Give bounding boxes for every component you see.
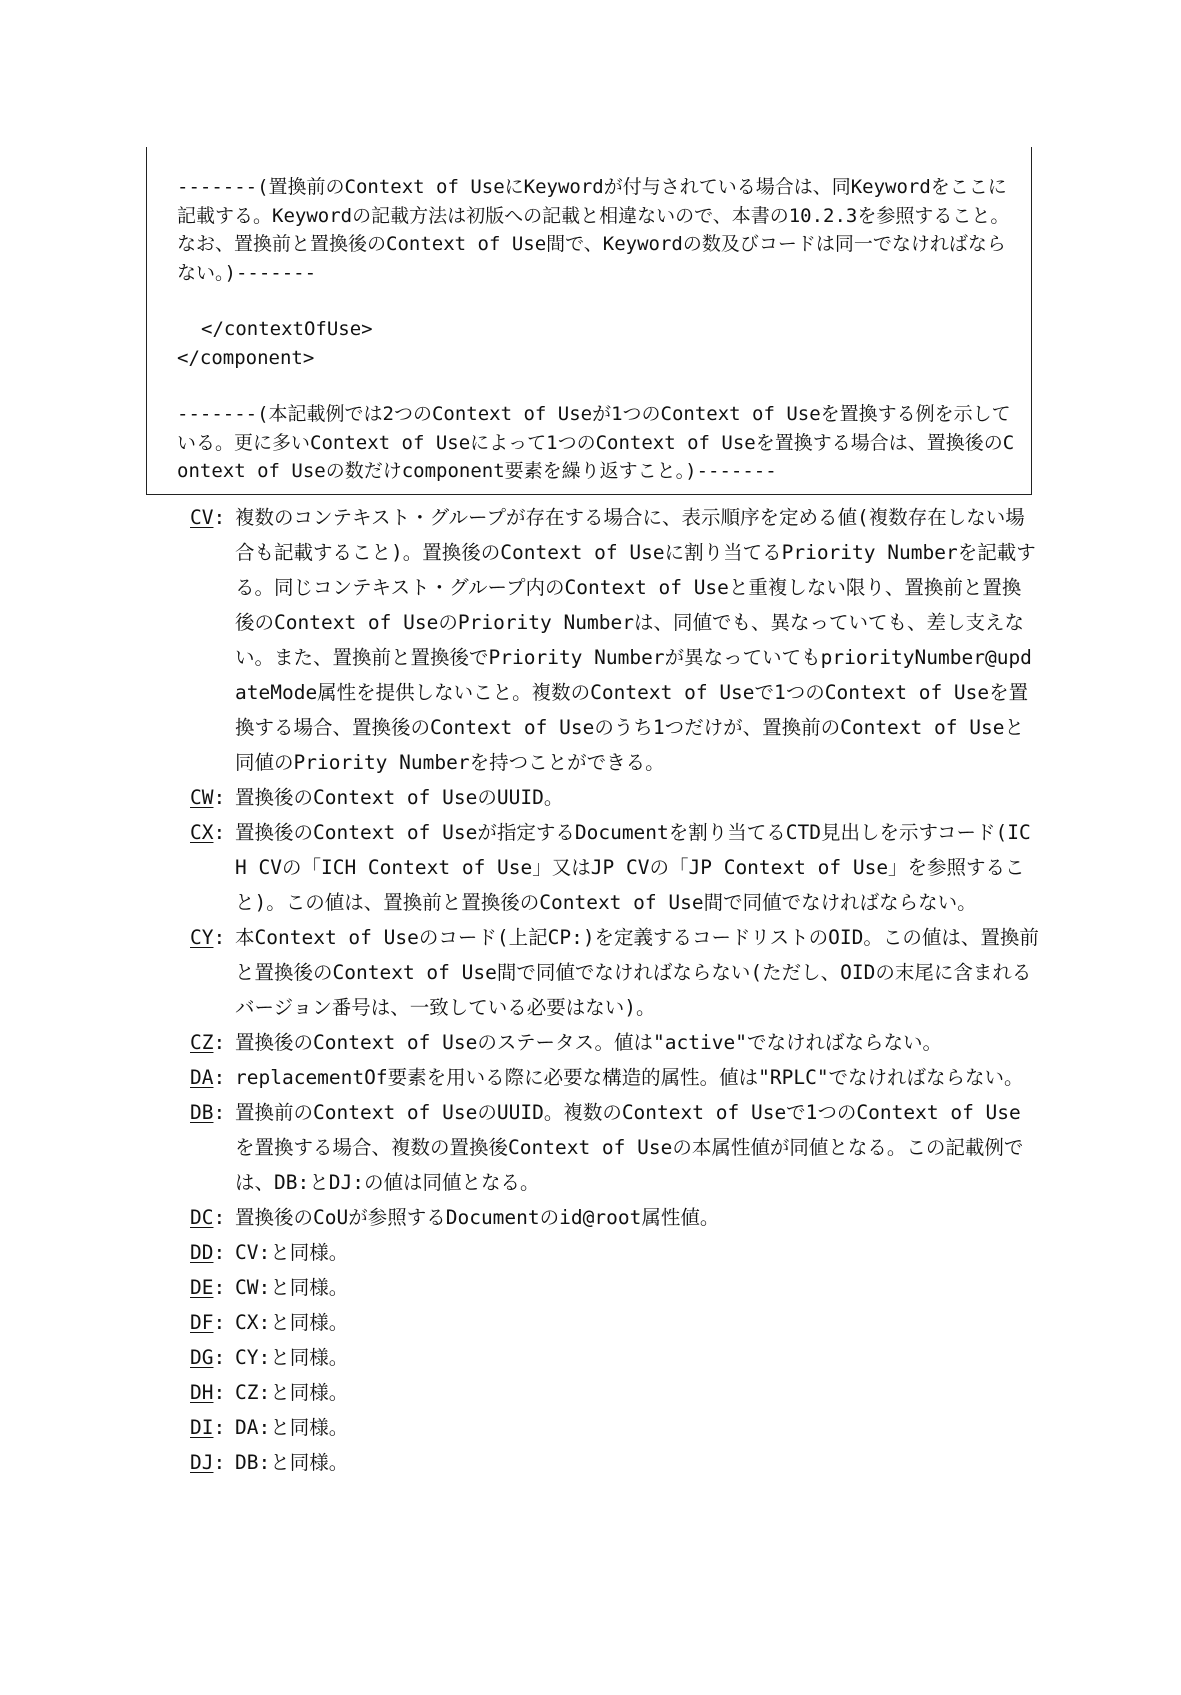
note-label: DB: — [190, 1101, 226, 1124]
note-code: DF — [190, 1311, 214, 1334]
note-text: 置換後のContext of Useのステータス。値は"active"でなければならない。 — [235, 1031, 942, 1054]
note-text: replacementOf要素を用いる際に必要な構造的属性。値は"RPLC"でなければならない。 — [235, 1066, 1024, 1089]
note-text: 置換後のContext of UseのUUID。 — [235, 786, 564, 809]
note-label: DC: — [190, 1206, 226, 1229]
note-text: CX:と同様。 — [235, 1311, 349, 1334]
note-code: CW — [190, 786, 214, 809]
note-code: DH — [190, 1381, 214, 1404]
note-item — [190, 1270, 1040, 1305]
note-label: DD: — [190, 1241, 226, 1264]
note-code: DE — [190, 1276, 214, 1299]
note-item — [190, 1410, 1040, 1445]
note-label: DE: — [190, 1276, 226, 1299]
note-label: CW: — [190, 786, 226, 809]
note-text: CV:と同様。 — [235, 1241, 349, 1264]
note-label: DI: — [190, 1416, 226, 1439]
note-code: CX — [190, 821, 214, 844]
note-code: CZ — [190, 1031, 214, 1054]
note-item — [190, 1235, 1040, 1270]
note-item — [190, 1305, 1040, 1340]
note-item — [190, 780, 1040, 815]
note-label: DH: — [190, 1381, 226, 1404]
note-item — [190, 1095, 1040, 1200]
note-text: CW:と同様。 — [235, 1276, 349, 1299]
blank-line — [155, 372, 1023, 400]
note-code: CY — [190, 926, 214, 949]
note-item — [190, 1060, 1040, 1095]
note-label: CX: — [190, 821, 226, 844]
note-code: DG — [190, 1346, 214, 1369]
note-label: CV: — [190, 506, 226, 529]
note-label: DJ: — [190, 1451, 226, 1474]
note-text: 本Context of Useのコード(上記CP:)を定義するコードリストのOID。この値は、置換前と置換後のContext of Use間で同値でなければならない(ただし、OIDの末尾に含まれるバージョン番号は、一致している必要はない)。 — [235, 926, 1039, 1019]
note-text: 複数のコンテキスト・グループが存在する場合に、表示順序を定める値(複数存在しない場合も記載すること)。置換後のContext of Useに割り当てるPriority Numberを記載する。同じコンテキスト・グループ内のContext of Useと重複しない限り、置換前と置換後のContext of UseのPriority Numberは、同値でも、異なっていても、差し支えない。また、置換前と置換後でPriority Numberが異なっていてもpriorityNumber@updateMode属性を提供しないこと。複数のContext of Useで1つのContext of Useを置換する場合、置換後のContext of Useのうち1つだけが、置換前のContext of Useと同値のPriority Numberを持つことができる。 — [235, 506, 1036, 774]
note-text: 置換後のCoUが参照するDocumentのid@root属性値。 — [235, 1206, 720, 1229]
note-text: DA:と同様。 — [235, 1416, 349, 1439]
note-label: CY: — [190, 926, 226, 949]
note-code: CV — [190, 506, 214, 529]
code-comment-replacement: -------(本記載例では2つのContext of Useが1つのContext of Useを置換する例を示している。更に多いContext of Useによって1つのContext of Useを置換する場合は、置換後のContext of Useの数だけcomponent要素を繰り返すこと。)------- — [177, 403, 1015, 482]
code-close-contextofuse: </contextOfUse> — [201, 318, 373, 340]
blank-line — [155, 287, 1023, 315]
note-text: CY:と同様。 — [235, 1346, 349, 1369]
note-code: DC — [190, 1206, 214, 1229]
note-label: CZ: — [190, 1031, 226, 1054]
code-close-component: </component> — [177, 346, 315, 369]
note-text: CZ:と同様。 — [235, 1381, 349, 1404]
annotation-notes — [190, 500, 1040, 1480]
note-code: DI — [190, 1416, 214, 1439]
note-code: DB — [190, 1101, 214, 1124]
note-code: DD — [190, 1241, 214, 1264]
code-example-box — [146, 147, 1032, 495]
note-label: DG: — [190, 1346, 226, 1369]
note-text: 置換後のContext of Useが指定するDocumentを割り当てるCTD見出しを示すコード(ICH CVの「ICH Context of Use」又はJP CVの「JP Context of Use」を参照すること)。この値は、置換前と置換後のContext of Use間で同値でなければならない。 — [235, 821, 1031, 914]
note-item — [190, 1200, 1040, 1235]
note-text: 置換前のContext of UseのUUID。複数のContext of Useで1つのContext of Useを置換する場合、複数の置換後Context of Useの本属性値が同値となる。この記載例では、DB:とDJ:の値は同値となる。 — [235, 1101, 1024, 1194]
note-label: DF: — [190, 1311, 226, 1334]
note-label: DA: — [190, 1066, 226, 1089]
note-item — [190, 1445, 1040, 1480]
note-code: DA — [190, 1066, 214, 1089]
note-item — [190, 1025, 1040, 1060]
code-comment-keyword: -------(置換前のContext of UseにKeywordが付与されている場合は、同Keywordをここに記載する。Keywordの記載方法は初版への記載と相違ないので、本書の10.2.3を参照すること。なお、置換前と置換後のContext of Use間で、Keywordの数及びコードは同一でなければならない。)------- — [177, 176, 1010, 284]
note-item — [190, 500, 1040, 780]
note-item — [190, 1375, 1040, 1410]
note-item — [190, 1340, 1040, 1375]
note-item — [190, 920, 1040, 1025]
note-code: DJ — [190, 1451, 214, 1474]
note-text: DB:と同様。 — [235, 1451, 349, 1474]
note-item — [190, 815, 1040, 920]
